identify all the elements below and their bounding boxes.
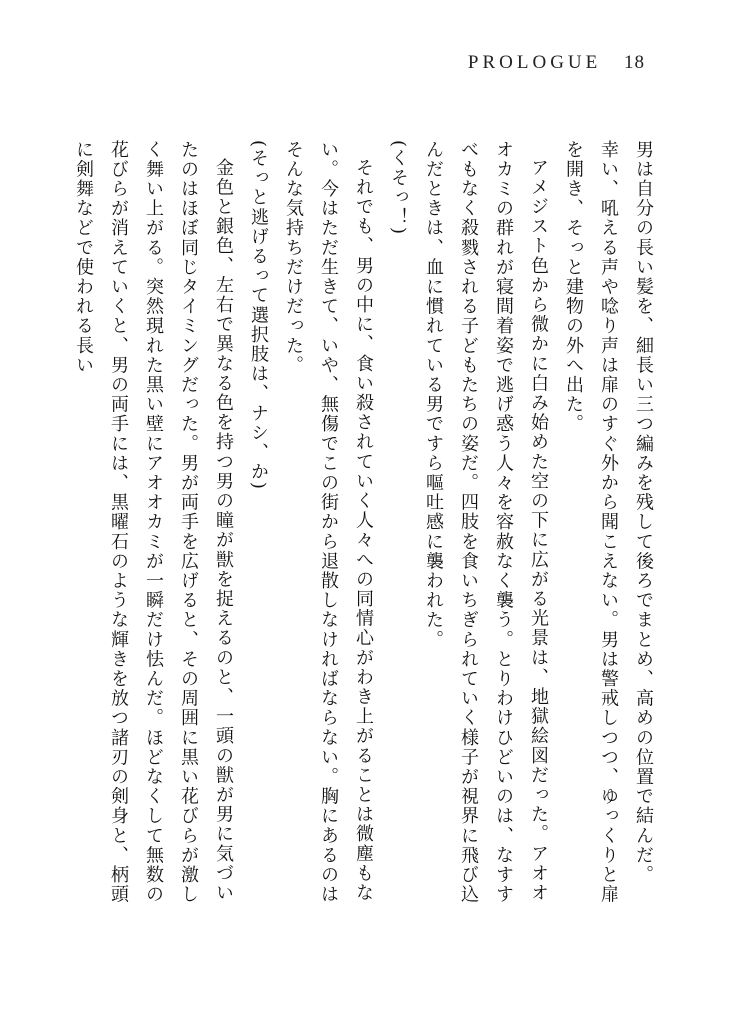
paragraph-4: (くそっ！) <box>388 140 409 236</box>
chapter-title: PROLOGUE <box>467 52 602 73</box>
paragraph-6: (そっと逃げるって選択肢は、ナシ、か) <box>248 140 269 491</box>
paragraph-3: アメジスト色から微かに白み始めた空の下に広がる光景は、地獄絵図だった。アオオオカミの群れが寝間着姿で逃げ惑う人々を容赦なく襲う。とりわけひどいのは、なすすべもなく殺戮される子どもたちの姿だ。四肢を食いちぎられていく様子が視界に飛び込んだときは、血に慣れている男ですら嘔吐感に襲われた。 <box>423 140 549 905</box>
paragraph-7: 金色と銀色、左右で異なる色を持つ男の瞳が獣を捉えるのと、一頭の獣が男に気づいたのはほぼ同じタイミングだった。男が両手を広げると、その周囲に黒い花びらが激しく舞い上がる。突然現れた黒い壁にアオオカミが一瞬だけ怯んだ。ほどなくして無数の花びらが消えていくと、男の両手には、黒曜石のような輝きを放つ諸刃の剣身と、柄頭に剣舞などで使われる長い <box>73 140 234 905</box>
running-header <box>468 52 645 74</box>
paragraph-1: 男は自分の長い髪を、細長い三つ編みを残して後ろでまとめ、高めの位置で結んだ。 <box>633 140 654 885</box>
paragraph-5: それでも、男の中に、食い殺されていく人々への同情心がわき上がることは微塵もない。今はただ生きて、いや、無傷でこの街から退散しなければならない。胸にあるのはそんな気持ちだけだった。 <box>283 140 374 905</box>
body-text <box>73 140 661 910</box>
page-number: 18 <box>624 52 645 73</box>
paragraph-2: 幸い、吼える声や唸り声は扉のすぐ外から聞こえない。男は警戒しつつ、ゆっくりと扉を開き、そっと建物の外へ出た。 <box>563 140 619 905</box>
